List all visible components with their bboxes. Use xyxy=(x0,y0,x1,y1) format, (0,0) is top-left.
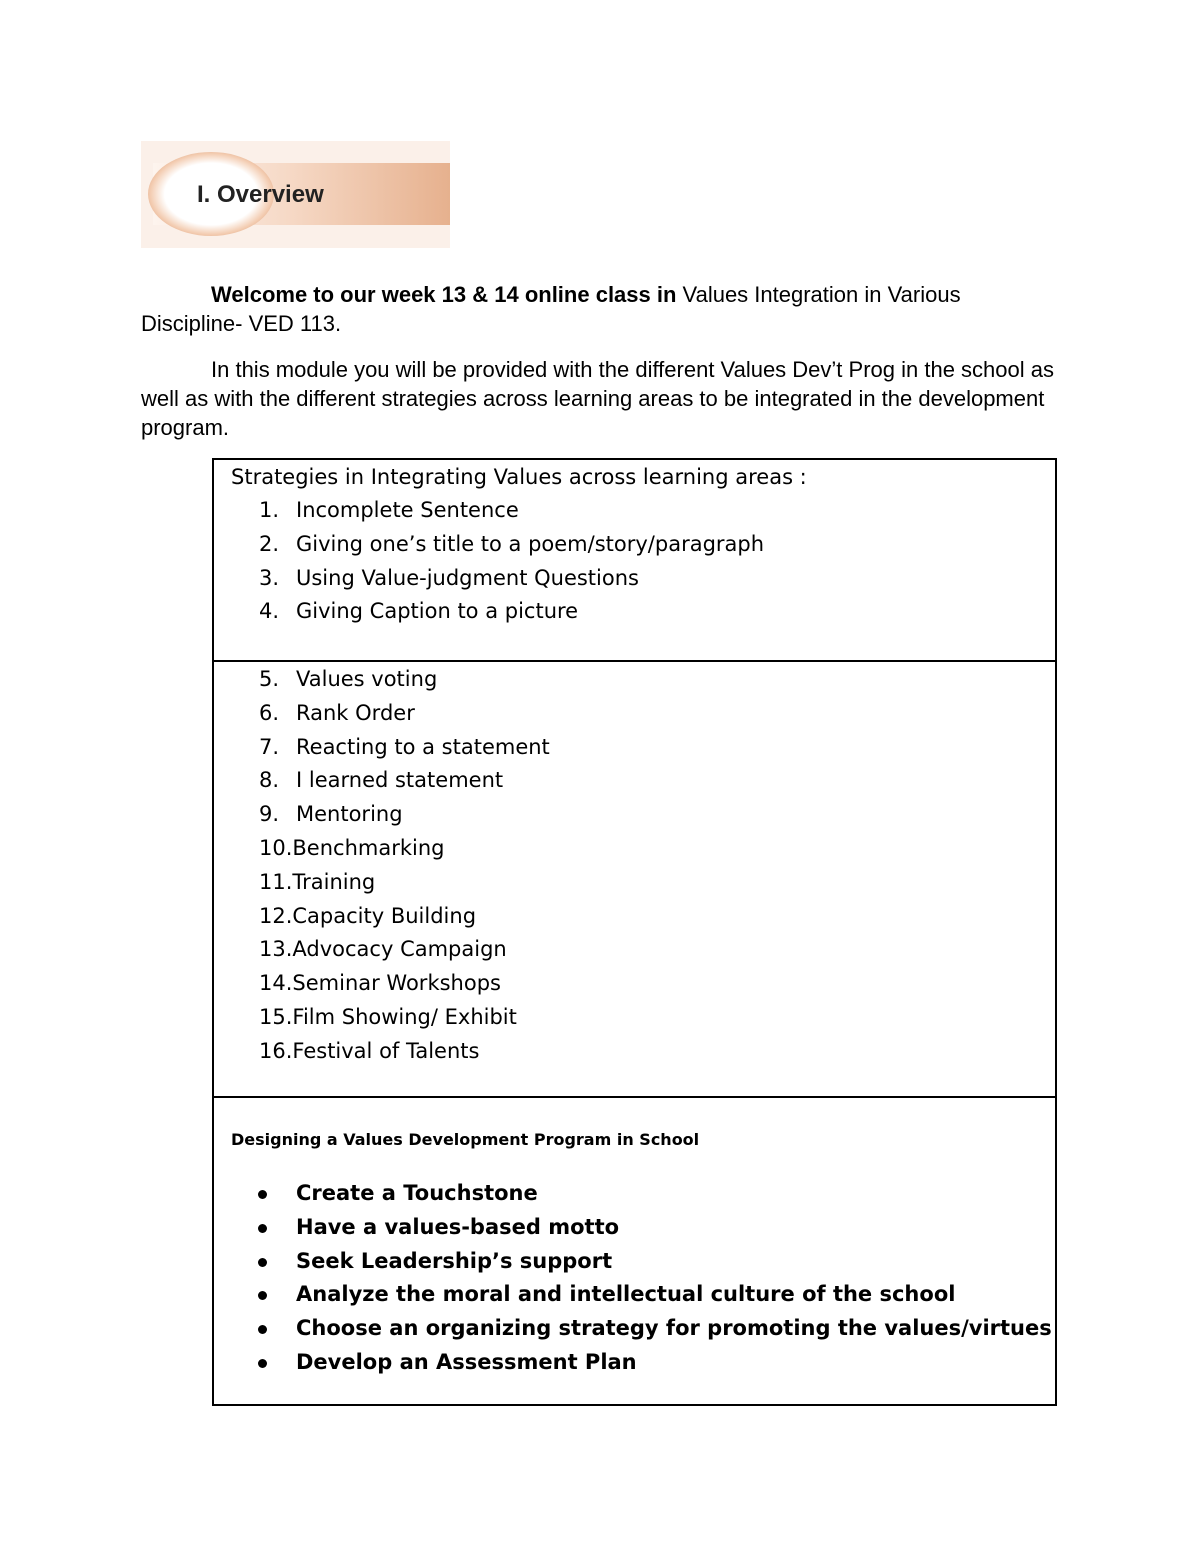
list-item: 2. Giving one’s title to a poem/story/paragraph xyxy=(259,531,765,556)
intro-paragraph-1 xyxy=(141,280,1066,338)
list-item: Seek Leadership’s support xyxy=(214,1245,1055,1279)
bullet-icon xyxy=(258,1325,267,1334)
list-item: 3. Using Value-judgment Questions xyxy=(259,565,639,590)
list-item: Create a Touchstone xyxy=(214,1177,1055,1211)
section-title: I. Overview xyxy=(197,181,324,208)
list-item: 12.Capacity Building xyxy=(259,903,477,928)
strategies-list-3 xyxy=(214,832,1055,1069)
list-item: Have a values-based motto xyxy=(214,1211,1055,1245)
list-item: 13.Advocacy Campaign xyxy=(259,937,507,962)
intro-course: Values Integration in Various Discipline- VED 113. xyxy=(141,282,961,336)
bullet-icon xyxy=(258,1224,267,1233)
list-item: 14.Seminar Workshops xyxy=(259,971,501,996)
program-heading: Designing a Values Development Program in School xyxy=(231,1130,700,1149)
bullet-icon xyxy=(258,1291,267,1300)
strategies-list-1 xyxy=(214,494,1055,629)
list-item: Develop an Assessment Plan xyxy=(214,1346,1055,1380)
list-item: 5. Values voting xyxy=(259,667,438,691)
bullet-icon xyxy=(258,1190,267,1199)
list-item: 9. Mentoring xyxy=(259,802,403,827)
intro-paragraph-2 xyxy=(141,355,1066,442)
bullet-icon xyxy=(258,1359,267,1368)
list-item: 1. Incomplete Sentence xyxy=(259,498,519,522)
list-item: 10.Benchmarking xyxy=(259,836,445,860)
list-item: 8. I learned statement xyxy=(259,768,504,793)
section-banner xyxy=(141,141,450,248)
intro-module-text: In this module you will be provided with the different Values Dev’t Prog in the school as well as with the different strategies across learning areas to be integrated in the development program. xyxy=(141,357,1054,440)
program-box xyxy=(212,1096,1057,1406)
list-item: Analyze the moral and intellectual culture of the school xyxy=(214,1278,1055,1312)
list-item: 15.Film Showing/ Exhibit xyxy=(259,1004,517,1029)
list-item: 4. Giving Caption to a picture xyxy=(259,599,579,624)
bullet-icon xyxy=(258,1258,267,1267)
list-item: Choose an organizing strategy for promoting the values/virtues xyxy=(214,1312,1055,1346)
list-item: 6. Rank Order xyxy=(259,700,415,725)
list-item: 16.Festival of Talents xyxy=(259,1038,480,1063)
intro-welcome: Welcome to our week 13 & 14 online class in xyxy=(211,282,677,307)
strategies-box-1 xyxy=(212,458,1057,662)
program-bullet-list xyxy=(214,1177,1055,1380)
list-item: 11.Training xyxy=(259,869,376,894)
list-item: 7. Reacting to a statement xyxy=(259,734,550,759)
strategies-list-2 xyxy=(214,663,1055,832)
strategies-heading: Strategies in Integrating Values across learning areas : xyxy=(231,465,807,489)
strategies-box-2 xyxy=(212,660,1057,1098)
